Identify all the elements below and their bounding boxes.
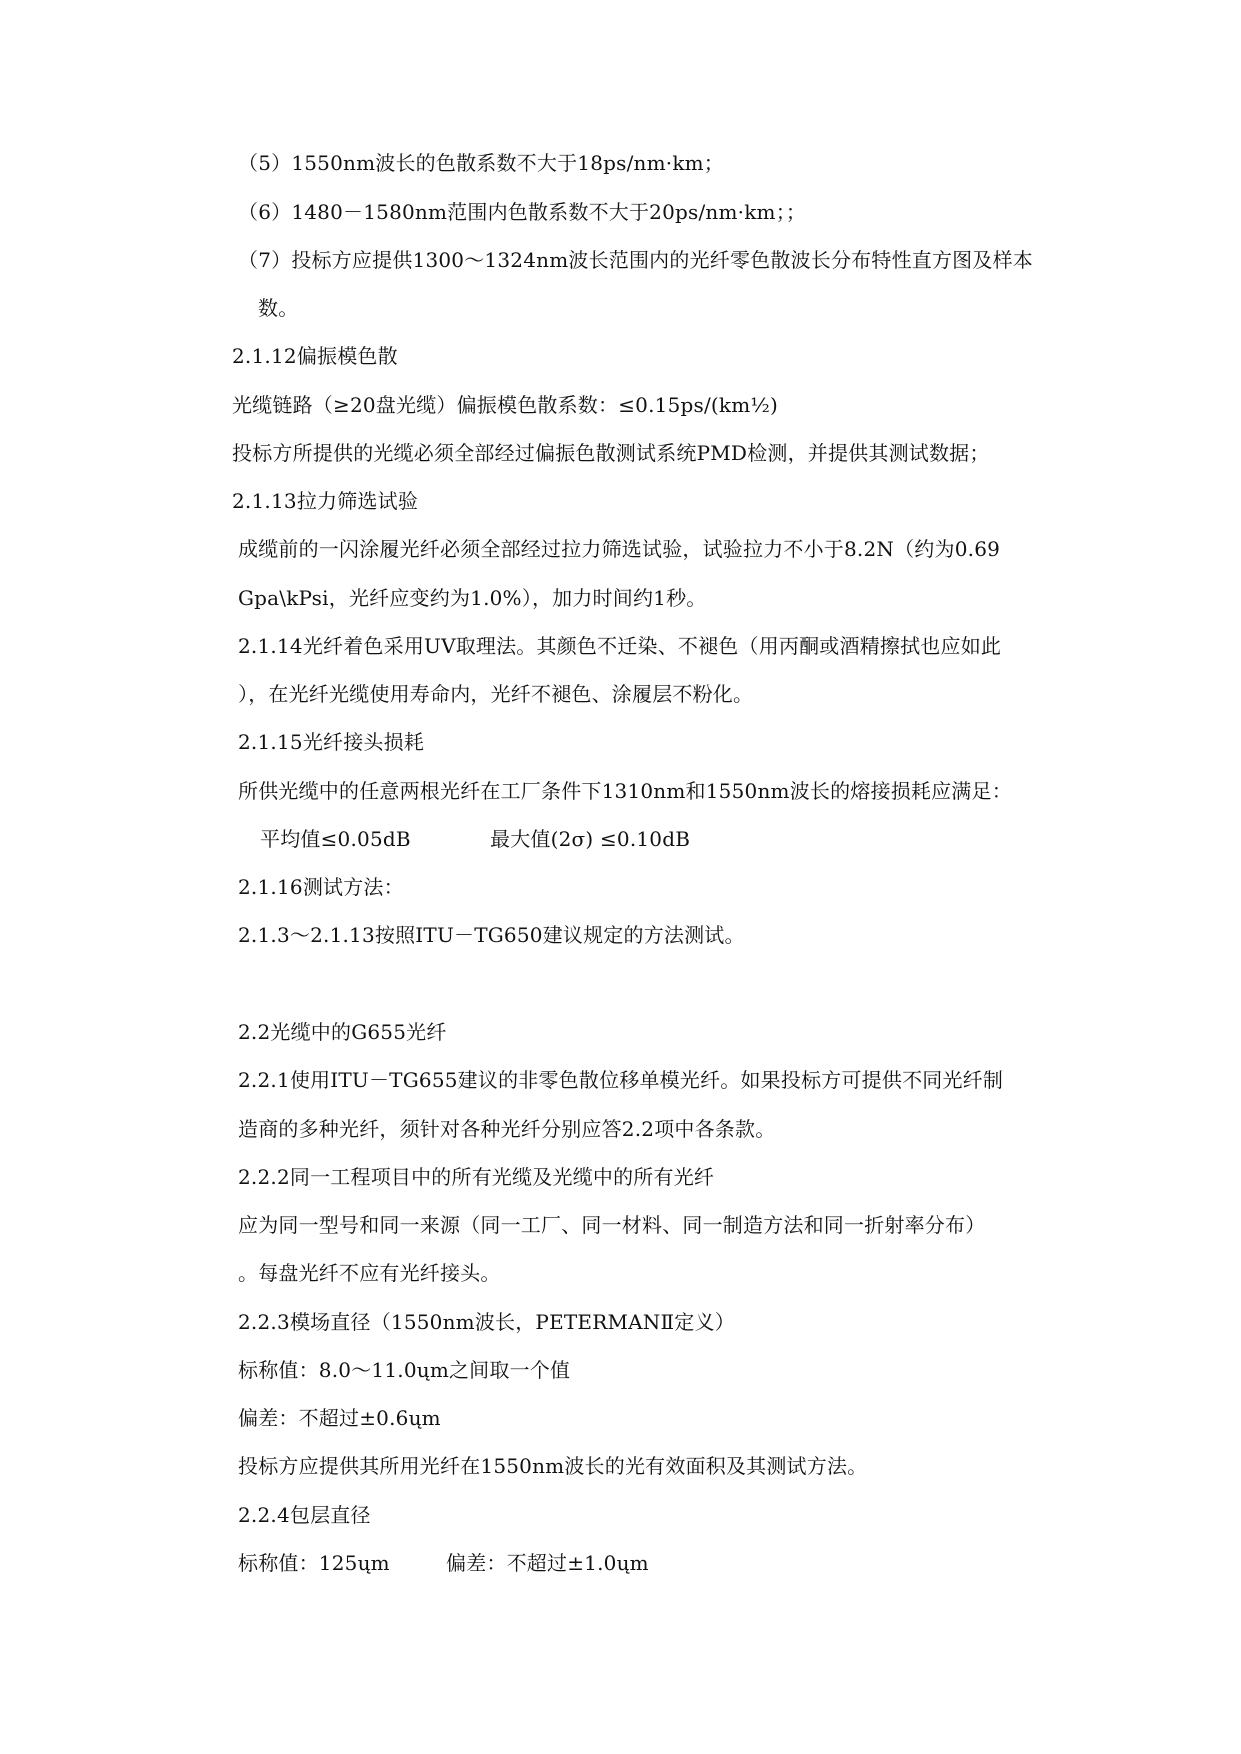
text-line: （6）1480－1580nm范围内色散系数不大于20ps/nm·km；； bbox=[238, 200, 807, 224]
text-line: ），在光纤光缆使用寿命内，光纤不褪色、涂履层不粉化。 bbox=[238, 682, 754, 706]
section-heading: 2.1.15光纤接头损耗 bbox=[238, 730, 425, 754]
max-value: 最大值(2σ) ≤0.10dB bbox=[490, 827, 691, 851]
text-line: （7）投标方应提供1300～1324nm波长范围内的光纤零色散波长分布特性直方图及样本 bbox=[238, 248, 1033, 272]
text-line: 偏差：不超过±0.6ųm bbox=[238, 1406, 441, 1430]
text-line: 。每盘光纤不应有光纤接头。 bbox=[238, 1261, 501, 1285]
section-heading: 2.1.12偏振模色散 bbox=[232, 344, 398, 368]
section-heading: 2.2光缆中的G655光纤 bbox=[238, 1020, 447, 1044]
text-line: 光缆链路（≥20盘光缆）偏振模色散系数：≤0.15ps/(km½) bbox=[232, 393, 778, 417]
section-heading: 2.2.3模场直径（1550nm波长，PETERMANⅡ定义） bbox=[238, 1310, 735, 1334]
section-heading: 2.2.4包层直径 bbox=[238, 1503, 371, 1527]
text-line: 标称值：8.0～11.0ųm之间取一个值 bbox=[238, 1358, 571, 1382]
text-line: Gpa\kPsi，光纤应变约为1.0%），加力时间约1秒。 bbox=[238, 586, 707, 610]
text-line: 成缆前的一闪涂履光纤必须全部经过拉力筛选试验，试验拉力不小于8.2N（约为0.69 bbox=[238, 537, 1001, 561]
section-heading: 2.1.16测试方法： bbox=[238, 875, 404, 899]
text-line: 应为同一型号和同一来源（同一工厂、同一材料、同一制造方法和同一折射率分布） bbox=[238, 1213, 986, 1237]
text-line: 2.1.3～2.1.13按照ITU－TG650建议规定的方法测试。 bbox=[238, 923, 745, 947]
text-line: 2.1.14光纤着色采用UV取理法。其颜色不迁染、不褪色（用丙酮或酒精擦拭也应如此 bbox=[238, 634, 1002, 658]
text-line: 投标方应提供其所用光纤在1550nm波长的光有效面积及其测试方法。 bbox=[238, 1454, 868, 1478]
text-line: 投标方所提供的光缆必须全部经过偏振色散测试系统PMD检测，并提供其测试数据； bbox=[232, 441, 990, 465]
section-heading: 2.1.13拉力筛选试验 bbox=[232, 489, 419, 513]
deviation-value: 偏差：不超过±1.0ųm bbox=[446, 1551, 649, 1575]
text-line: 2.2.1使用ITU－TG655建议的非零色散位移单模光纤。如果投标方可提供不同光纤制 bbox=[238, 1068, 1004, 1092]
text-line: （5）1550nm波长的色散系数不大于18ps/nm·km； bbox=[238, 151, 725, 175]
text-line: 造商的多种光纤，须针对各种光纤分别应答2.2项中各条款。 bbox=[238, 1117, 776, 1141]
text-line: 数。 bbox=[258, 296, 299, 320]
section-heading: 2.2.2同一工程项目中的所有光缆及光缆中的所有光纤 bbox=[238, 1165, 715, 1189]
nominal-value: 标称值：125ųm bbox=[238, 1551, 390, 1575]
average-value: 平均值≤0.05dB bbox=[260, 827, 411, 851]
text-line: 所供光缆中的任意两根光纤在工厂条件下1310nm和1550nm波长的熔接损耗应满足： bbox=[238, 779, 1012, 803]
